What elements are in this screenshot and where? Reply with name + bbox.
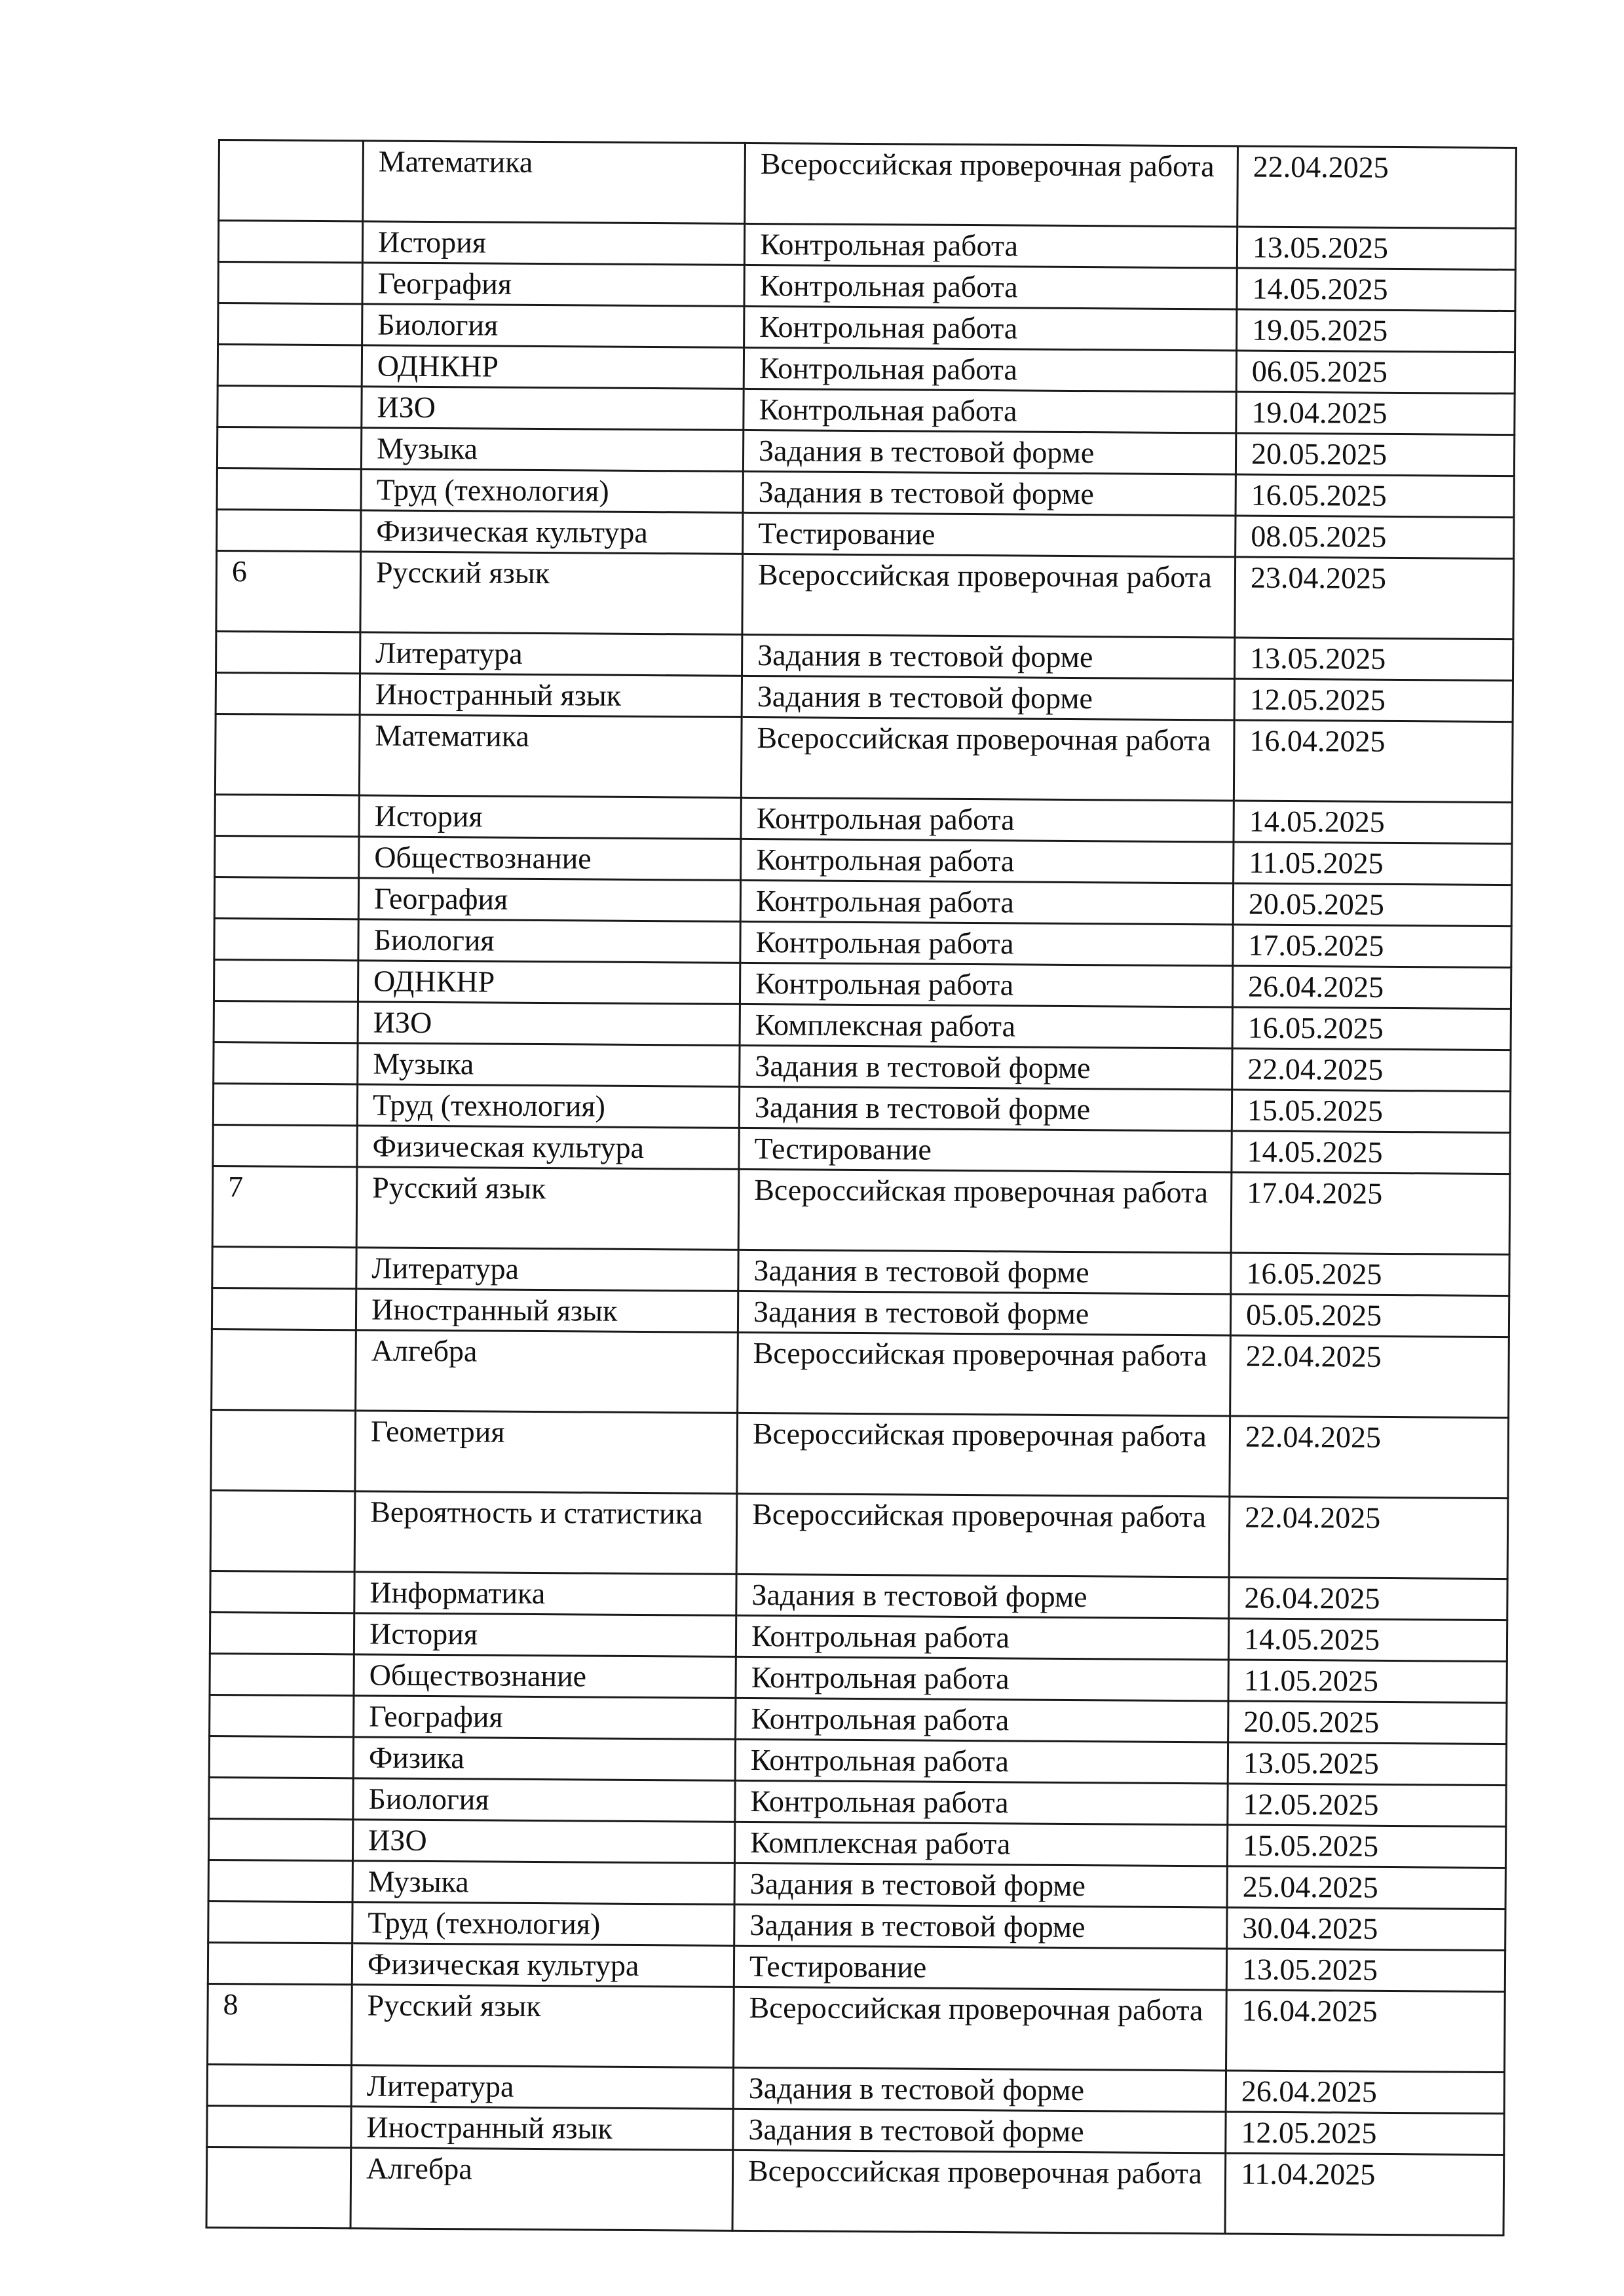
subject-cell: Иностранный язык bbox=[356, 1289, 738, 1333]
assessment-type-cell: Задания в тестовой форме bbox=[733, 2067, 1226, 2112]
subject-cell: ОДНКНР bbox=[358, 961, 740, 1004]
grade-cell bbox=[208, 1901, 352, 1943]
date-cell: 26.04.2025 bbox=[1229, 1577, 1507, 1620]
assessment-type-cell: Контрольная работа bbox=[740, 921, 1233, 966]
date-cell: 16.05.2025 bbox=[1232, 1007, 1511, 1050]
subject-cell: Математика bbox=[363, 141, 746, 224]
assessment-type-cell: Контрольная работа bbox=[740, 880, 1233, 925]
table-row bbox=[206, 2147, 1504, 2235]
grade-cell bbox=[207, 2064, 351, 2106]
date-cell: 30.04.2025 bbox=[1227, 1907, 1505, 1951]
date-cell: 15.05.2025 bbox=[1232, 1090, 1510, 1133]
subject-cell: Музыка bbox=[358, 1043, 740, 1087]
subject-cell: ИЗО bbox=[352, 1820, 734, 1864]
assessment-type-cell: Контрольная работа bbox=[736, 1615, 1228, 1660]
subject-cell: Алгебра bbox=[356, 1330, 738, 1413]
date-cell: 13.05.2025 bbox=[1234, 638, 1513, 681]
grade-cell: 8 bbox=[208, 1983, 352, 2065]
subject-cell: Биология bbox=[362, 304, 744, 348]
assessment-type-cell: Контрольная работа bbox=[735, 1780, 1228, 1825]
grade-cell bbox=[210, 1612, 354, 1654]
assessment-type-cell: Задания в тестовой форме bbox=[743, 430, 1236, 474]
assessment-type-cell: Задания в тестовой форме bbox=[742, 634, 1235, 679]
subject-cell: Иностранный язык bbox=[351, 2107, 733, 2151]
assessment-type-cell: Задания в тестовой форме bbox=[740, 1045, 1232, 1090]
grade-cell bbox=[214, 1001, 358, 1043]
subject-cell: Алгебра bbox=[350, 2148, 733, 2231]
assessment-type-cell: Задания в тестовой форме bbox=[739, 1086, 1232, 1131]
subject-cell: ИЗО bbox=[358, 1002, 740, 1046]
date-cell: 17.05.2025 bbox=[1233, 925, 1511, 968]
assessment-type-cell: Всероссийская проверочная работа bbox=[737, 1413, 1230, 1497]
date-cell: 26.04.2025 bbox=[1226, 2071, 1504, 2114]
date-cell: 16.05.2025 bbox=[1236, 474, 1514, 518]
grade-cell bbox=[210, 1571, 354, 1613]
date-cell: 20.05.2025 bbox=[1236, 433, 1514, 476]
grade-cell bbox=[209, 1777, 353, 1819]
date-cell: 19.05.2025 bbox=[1237, 309, 1515, 353]
date-cell: 14.05.2025 bbox=[1234, 801, 1512, 844]
date-cell: 16.05.2025 bbox=[1231, 1253, 1509, 1296]
date-cell: 22.04.2025 bbox=[1229, 1497, 1508, 1579]
grade-cell bbox=[218, 221, 362, 263]
assessment-type-cell: Всероссийская проверочная работа bbox=[738, 1332, 1231, 1416]
assessment-type-cell: Всероссийская проверочная работа bbox=[734, 1987, 1227, 2071]
assessment-type-cell: Задания в тестовой форме bbox=[738, 1291, 1230, 1335]
assessment-type-cell: Задания в тестовой форме bbox=[734, 1863, 1227, 1907]
grade-cell bbox=[217, 468, 361, 510]
subject-cell: История bbox=[362, 221, 744, 265]
grade-cell bbox=[213, 1083, 357, 1125]
date-cell: 05.05.2025 bbox=[1230, 1294, 1509, 1337]
grade-cell bbox=[218, 262, 362, 304]
date-cell: 12.05.2025 bbox=[1234, 679, 1513, 722]
date-cell: 17.04.2025 bbox=[1231, 1172, 1510, 1255]
assessment-type-cell: Контрольная работа bbox=[741, 839, 1234, 883]
date-cell: 20.05.2025 bbox=[1233, 883, 1511, 927]
subject-cell: Литература bbox=[360, 632, 742, 676]
grade-cell bbox=[210, 1490, 355, 1571]
assessment-type-cell: Тестирование bbox=[734, 1945, 1226, 1990]
date-cell: 22.04.2025 bbox=[1237, 146, 1517, 229]
grade-cell bbox=[208, 1860, 352, 1902]
subject-cell: Труд (технология) bbox=[352, 1902, 734, 1946]
assessment-type-cell: Всероссийская проверочная работа bbox=[745, 143, 1238, 227]
date-cell: 23.04.2025 bbox=[1235, 557, 1514, 640]
grade-cell bbox=[212, 1288, 356, 1330]
subject-cell: Биология bbox=[358, 919, 740, 963]
date-cell: 22.04.2025 bbox=[1230, 1416, 1509, 1499]
subject-cell: Вероятность и статистика bbox=[354, 1491, 737, 1575]
assessment-type-cell: Тестирование bbox=[743, 512, 1236, 557]
subject-cell: История bbox=[359, 795, 741, 839]
grade-cell bbox=[217, 427, 361, 469]
subject-cell: Труд (технология) bbox=[361, 469, 743, 513]
date-cell: 14.05.2025 bbox=[1237, 268, 1515, 311]
grade-cell bbox=[210, 1653, 354, 1695]
date-cell: 14.05.2025 bbox=[1232, 1131, 1510, 1174]
grade-cell bbox=[217, 345, 362, 387]
subject-cell: Биология bbox=[353, 1778, 735, 1822]
assessment-type-cell: Контрольная работа bbox=[744, 223, 1237, 268]
subject-cell: История bbox=[354, 1613, 736, 1657]
assessment-type-cell: Контрольная работа bbox=[735, 1739, 1228, 1784]
subject-cell: Русский язык bbox=[360, 552, 743, 635]
assessment-type-cell: Всероссийская проверочная работа bbox=[738, 1169, 1232, 1253]
date-cell: 06.05.2025 bbox=[1236, 351, 1515, 394]
grade-cell bbox=[214, 877, 358, 919]
assessment-type-cell: Контрольная работа bbox=[741, 797, 1234, 842]
subject-cell: ИЗО bbox=[362, 387, 744, 430]
table-row bbox=[216, 550, 1514, 639]
grade-cell bbox=[209, 1736, 353, 1778]
assessment-type-cell: Задания в тестовой форме bbox=[742, 676, 1234, 720]
grade-cell bbox=[213, 1124, 357, 1166]
grade-cell: 6 bbox=[216, 550, 361, 632]
subject-cell: Русский язык bbox=[356, 1167, 739, 1250]
grade-cell: 7 bbox=[212, 1166, 357, 1247]
assessment-type-cell: Контрольная работа bbox=[736, 1656, 1228, 1701]
subject-cell: Математика bbox=[359, 715, 742, 798]
subject-cell: Труд (технология) bbox=[357, 1084, 739, 1128]
table-row bbox=[210, 1490, 1508, 1578]
assessment-type-cell: Задания в тестовой форме bbox=[733, 2109, 1226, 2153]
table-row bbox=[215, 714, 1513, 802]
assessment-type-cell: Комплексная работа bbox=[740, 1004, 1232, 1048]
grade-cell bbox=[217, 386, 362, 428]
schedule-rows bbox=[206, 140, 1516, 2236]
grade-cell bbox=[217, 509, 361, 551]
table-row bbox=[212, 1166, 1510, 1254]
grade-cell bbox=[206, 2147, 351, 2228]
grade-cell bbox=[216, 631, 360, 673]
subject-cell: Физическая культура bbox=[361, 510, 743, 554]
subject-cell: ОДНКНР bbox=[362, 345, 744, 389]
assessment-type-cell: Задания в тестовой форме bbox=[734, 1904, 1227, 1949]
date-cell: 26.04.2025 bbox=[1232, 966, 1511, 1009]
date-cell: 13.05.2025 bbox=[1228, 1742, 1506, 1786]
date-cell: 14.05.2025 bbox=[1228, 1618, 1507, 1662]
assessment-type-cell: Комплексная работа bbox=[734, 1822, 1227, 1866]
subject-cell: Физика bbox=[353, 1737, 735, 1781]
subject-cell: Физическая культура bbox=[352, 1943, 734, 1987]
date-cell: 19.04.2025 bbox=[1236, 392, 1515, 435]
subject-cell: Обществознание bbox=[359, 837, 741, 881]
grade-cell bbox=[212, 1329, 356, 1410]
subject-cell: Информатика bbox=[354, 1572, 736, 1616]
date-cell: 15.05.2025 bbox=[1227, 1825, 1505, 1868]
subject-cell: География bbox=[362, 263, 744, 307]
date-cell: 13.05.2025 bbox=[1237, 227, 1515, 270]
subject-cell: География bbox=[354, 1696, 736, 1740]
grade-cell bbox=[216, 672, 360, 714]
date-cell: 20.05.2025 bbox=[1228, 1701, 1507, 1744]
date-cell: 11.05.2025 bbox=[1234, 842, 1512, 885]
grade-cell bbox=[215, 835, 359, 877]
grade-cell bbox=[214, 1042, 358, 1084]
date-cell: 22.04.2025 bbox=[1230, 1335, 1509, 1418]
subject-cell: Иностранный язык bbox=[360, 674, 742, 718]
assessment-type-cell: Контрольная работа bbox=[744, 389, 1236, 433]
grade-cell bbox=[211, 1409, 356, 1491]
date-cell: 13.05.2025 bbox=[1226, 1949, 1505, 1992]
assessment-type-cell: Всероссийская проверочная работа bbox=[742, 554, 1236, 638]
grade-cell bbox=[208, 1942, 352, 1984]
grade-cell bbox=[214, 918, 358, 960]
assessment-type-cell: Контрольная работа bbox=[744, 265, 1237, 309]
grade-cell bbox=[210, 1694, 354, 1736]
assessment-type-cell: Всероссийская проверочная работа bbox=[736, 1493, 1230, 1577]
date-cell: 11.04.2025 bbox=[1225, 2153, 1504, 2236]
date-cell: 25.04.2025 bbox=[1227, 1866, 1505, 1909]
table-row bbox=[208, 1983, 1505, 2072]
subject-cell: Обществознание bbox=[354, 1655, 736, 1698]
subject-cell: Русский язык bbox=[352, 1985, 734, 2068]
subject-cell: Геометрия bbox=[355, 1411, 738, 1494]
assessment-type-cell: Контрольная работа bbox=[736, 1698, 1228, 1742]
grade-cell bbox=[215, 794, 359, 836]
date-cell: 11.05.2025 bbox=[1228, 1660, 1507, 1703]
assessment-schedule-table bbox=[206, 139, 1517, 2236]
date-cell: 12.05.2025 bbox=[1226, 2112, 1504, 2155]
assessment-type-cell: Всероссийская проверочная работа bbox=[741, 717, 1234, 801]
subject-cell: Физическая культура bbox=[357, 1126, 739, 1170]
subject-cell: Музыка bbox=[352, 1861, 734, 1905]
assessment-type-cell: Задания в тестовой форме bbox=[736, 1574, 1229, 1618]
assessment-type-cell: Тестирование bbox=[739, 1128, 1232, 1172]
assessment-type-cell: Контрольная работа bbox=[740, 963, 1232, 1007]
subject-cell: Музыка bbox=[361, 428, 743, 472]
date-cell: 08.05.2025 bbox=[1236, 516, 1514, 559]
date-cell: 12.05.2025 bbox=[1228, 1784, 1506, 1827]
assessment-type-cell: Всероссийская проверочная работа bbox=[732, 2150, 1226, 2234]
table-row bbox=[211, 1409, 1509, 1498]
subject-cell: География bbox=[358, 878, 740, 922]
grade-cell bbox=[218, 303, 362, 345]
grade-cell bbox=[214, 959, 358, 1001]
date-cell: 22.04.2025 bbox=[1232, 1048, 1511, 1092]
grade-cell bbox=[215, 714, 360, 795]
table-row bbox=[219, 140, 1517, 229]
subject-cell: Литература bbox=[351, 2065, 733, 2109]
subject-cell: Литература bbox=[356, 1248, 738, 1292]
table-row bbox=[212, 1329, 1509, 1417]
grade-cell bbox=[207, 2105, 351, 2147]
date-cell: 16.04.2025 bbox=[1226, 1990, 1505, 2073]
date-cell: 16.04.2025 bbox=[1234, 720, 1513, 803]
assessment-type-cell: Контрольная работа bbox=[744, 306, 1237, 351]
grade-cell bbox=[219, 140, 364, 221]
assessment-type-cell: Задания в тестовой форме bbox=[743, 471, 1236, 516]
assessment-type-cell: Задания в тестовой форме bbox=[738, 1250, 1231, 1294]
assessment-type-cell: Контрольная работа bbox=[744, 347, 1236, 392]
grade-cell bbox=[212, 1246, 356, 1288]
grade-cell bbox=[208, 1818, 352, 1860]
